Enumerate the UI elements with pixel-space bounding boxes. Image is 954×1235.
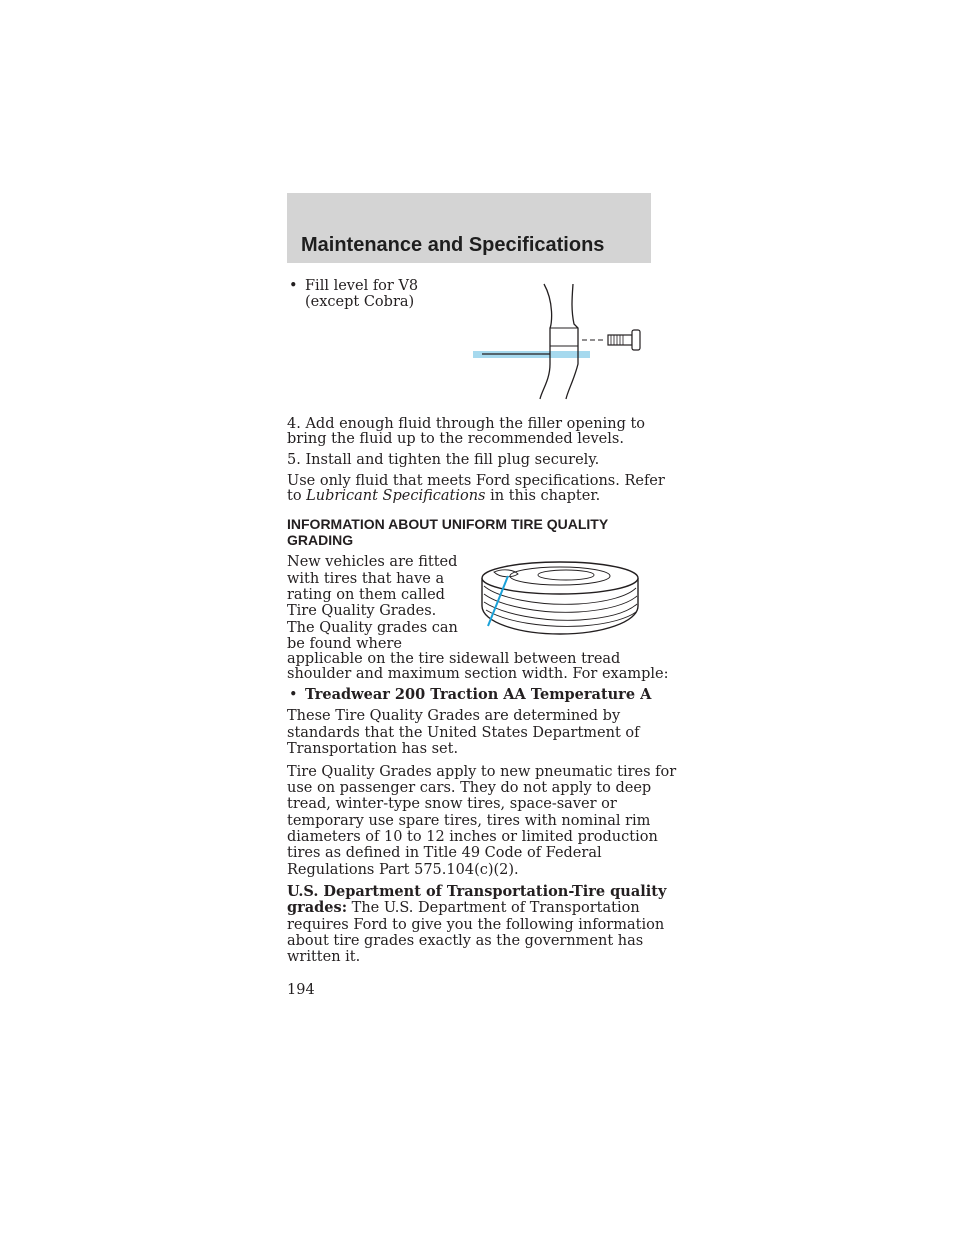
- section-header-band: [287, 193, 651, 263]
- fluid-note-line-2: [287, 488, 600, 504]
- step-5: 5. Install and tighten the fill plug securely.: [287, 452, 600, 468]
- fill-plug-icon: [608, 330, 640, 350]
- lubricant-spec-reference: Lubricant Specifications: [306, 488, 486, 504]
- fill-level-line-1: Fill level for V8: [305, 278, 419, 294]
- intro-line-2: with tires that have a: [287, 571, 445, 587]
- bullet-dot: •: [289, 687, 298, 703]
- section-heading: [287, 517, 657, 548]
- grades-determined-line-1: These Tire Quality Grades are determined by: [287, 708, 621, 724]
- grades-apply-line-6: tires as defined in Title 49 Code of Federal: [287, 845, 602, 861]
- grades-apply-line-2: use on passenger cars. They do not apply to deep: [287, 780, 652, 796]
- bullet-dot: •: [289, 278, 298, 294]
- page-title: Maintenance and Specifications: [301, 234, 605, 256]
- fill-level-line-2: (except Cobra): [305, 294, 415, 310]
- dot-line-3: requires Ford to give you the following information: [287, 917, 665, 933]
- intro-line-6: be found where: [287, 636, 402, 652]
- tire-grade-example: Treadwear 200 Traction AA Temperature A: [305, 686, 652, 703]
- grades-apply-line-4: temporary use spare tires, tires with nominal rim: [287, 813, 651, 829]
- step-4-line-1: 4. Add enough fluid through the filler opening to: [287, 416, 646, 432]
- dot-line-4: about tire grades exactly as the government has: [287, 933, 644, 949]
- grades-apply-line-1: Tire Quality Grades apply to new pneumatic tires for: [287, 764, 677, 780]
- grades-apply-line-7: Regulations Part 575.104(c)(2).: [287, 862, 519, 878]
- intro-line-3: rating on them called: [287, 587, 445, 603]
- grades-determined-line-2: standards that the United States Department of: [287, 725, 640, 741]
- step-4-line-2: bring the fluid up to the recommended levels.: [287, 431, 624, 447]
- fluid-note-suffix: in this chapter.: [485, 488, 601, 504]
- intro-line-1: New vehicles are fitted: [287, 554, 458, 570]
- intro-line-8: shoulder and maximum section width. For example:: [287, 666, 669, 682]
- grades-apply-line-3: tread, winter-type snow tires, space-saver or: [287, 796, 617, 812]
- page-number: 194: [287, 982, 315, 998]
- grades-determined-line-3: Transportation has set.: [287, 741, 459, 757]
- grades-apply-line-5: diameters of 10 to 12 inches or limited production: [287, 829, 658, 845]
- dot-heading-line-2: grades:: [287, 899, 348, 916]
- tire-illustration: [478, 556, 643, 636]
- section-heading-line-2: GRADING: [287, 531, 354, 548]
- fluid-note-prefix: to: [287, 488, 307, 504]
- intro-line-5: The Quality grades can: [287, 620, 458, 636]
- dot-text-line-2: The U.S. Department of Transportation: [347, 900, 640, 916]
- dot-heading-line-1: U.S. Department of Transportation-Tire quality: [287, 883, 667, 900]
- fluid-note-line-1: Use only fluid that meets Ford specifications. Refer: [287, 473, 665, 489]
- intro-line-4: Tire Quality Grades.: [287, 603, 437, 619]
- fill-level-diagram: [470, 282, 650, 402]
- section-heading-line-1: INFORMATION ABOUT UNIFORM TIRE QUALITY: [287, 516, 609, 532]
- intro-line-7: applicable on the tire sidewall between tread: [287, 651, 621, 667]
- dot-line-2: [287, 900, 640, 916]
- dot-line-5: written it.: [287, 949, 361, 965]
